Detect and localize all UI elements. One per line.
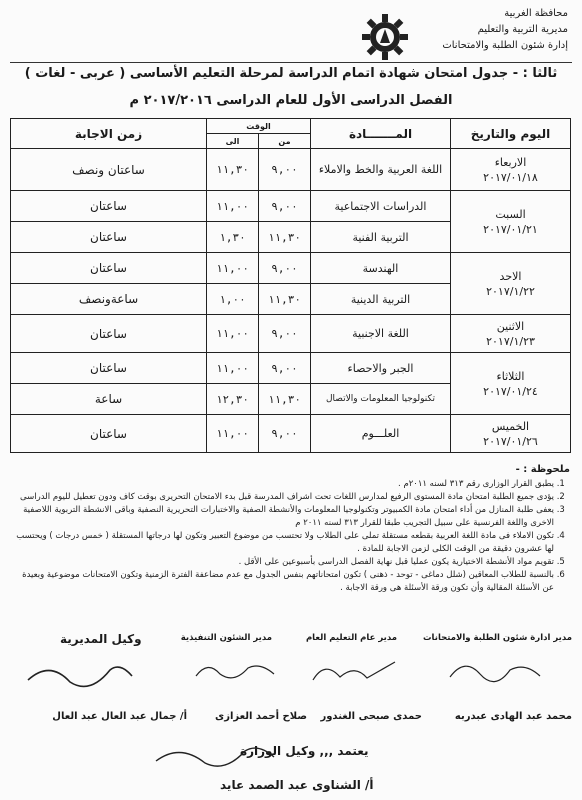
table-row	[11, 315, 571, 353]
day-cell: الاربعاء ٢٠١٧/٠١/١٨	[451, 149, 571, 191]
department: إدارة شئون الطلبة والامتحانات	[442, 40, 568, 51]
signatory-name: صلاح أحمد العزازى	[215, 711, 307, 722]
emblem-gear-icon	[360, 12, 410, 62]
duration-cell: ساعتان	[11, 191, 207, 222]
subject-cell: التربية الفنية	[311, 222, 451, 253]
approval-label: يعتمد ,,, وكيل الوزارة	[240, 744, 369, 758]
duration-cell: ساعتان	[11, 415, 207, 453]
from-cell: ١١,٣٠	[259, 284, 311, 315]
duration-cell: ساعتان	[11, 222, 207, 253]
signature-approval	[150, 735, 280, 775]
subject-cell: تكنولوجيا المعلومات والاتصال	[311, 384, 451, 415]
exam-schedule-table	[10, 118, 571, 453]
subject-cell: التربية الدينية	[311, 284, 451, 315]
from-cell: ٩,٠٠	[259, 191, 311, 222]
to-cell: ١٢,٣٠	[207, 384, 259, 415]
subject-cell: الهندسة	[311, 253, 451, 284]
duration-cell: ساعتان	[11, 315, 207, 353]
subject-cell: العلـــوم	[311, 415, 451, 453]
subject-cell: اللغة الاجنبية	[311, 315, 451, 353]
note-item: 1. يطبق القرار الوزارى رقم ٣١٣ لسنه ٢٠١١م .	[12, 478, 554, 491]
subject-cell: الجبر والاحصاء	[311, 353, 451, 384]
issuer-header	[418, 6, 568, 54]
table-row	[11, 149, 571, 191]
to-cell: ١١,٠٠	[207, 415, 259, 453]
notes-heading: ملحوظة : -	[515, 464, 570, 475]
table-row	[11, 353, 571, 384]
from-cell: ٩,٠٠	[259, 353, 311, 384]
to-cell: ١١,٠٠	[207, 315, 259, 353]
header-duration: زمن الاجابة	[11, 119, 207, 149]
day-cell: الاحد ٢٠١٧/١/٢٢	[451, 253, 571, 315]
to-cell: ١١,٠٠	[207, 253, 259, 284]
from-cell: ١١,٣٠	[259, 222, 311, 253]
subject-cell: الدراسات الاجتماعية	[311, 191, 451, 222]
header-from: من	[259, 134, 311, 149]
notes-list	[12, 478, 570, 595]
duration-cell: ساعتان ونصف	[11, 149, 207, 191]
note-item: 5. تقويم مواد الأنشطة الاختيارية يكون عمليا قبل نهاية الفصل الدراسى بأسبوعين على الأقل .	[12, 556, 554, 569]
header-divider	[10, 62, 572, 63]
duration-cell: ساعة	[11, 384, 207, 415]
to-cell: ١,٠٠	[207, 284, 259, 315]
signatory-name: حمدى صبحى الغندور	[320, 711, 422, 722]
document-title: ثالثا : - جدول امتحان شهادة اتمام الدراسة لمرحلة التعليم الأساسى ( عربى - لغات )	[24, 66, 558, 81]
day-cell: السبت ٢٠١٧/٠١/٢١	[451, 191, 571, 253]
header-time: الوقت	[207, 119, 311, 134]
subject-cell: اللغة العربية والخط والاملاء	[311, 149, 451, 191]
signatory-name: محمد عبد الهادى عبدربه	[454, 711, 572, 722]
signatory-title: مدير ادارة شئون الطلبة والامتحانات	[423, 633, 572, 643]
signatory-title: مدير عام التعليم العام	[305, 633, 397, 643]
signatory-title-deputy: وكيل المديرية	[60, 632, 142, 646]
table-row	[11, 415, 571, 453]
table-row	[11, 191, 571, 222]
day-cell: الثلاثاء ٢٠١٧/٠١/٢٤	[451, 353, 571, 415]
from-cell: ٩,٠٠	[259, 315, 311, 353]
signature-4	[20, 650, 140, 700]
from-cell: ٩,٠٠	[259, 253, 311, 284]
to-cell: ١,٣٠	[207, 222, 259, 253]
notes-section	[12, 463, 570, 595]
signature-3	[190, 654, 280, 690]
from-cell: ٩,٠٠	[259, 149, 311, 191]
duration-cell: ساعتان	[11, 253, 207, 284]
to-cell: ١١,٠٠	[207, 353, 259, 384]
note-item: 2. يؤدى جميع الطلبة امتحان مادة المستوى الرفيع لمدارس اللغات تحت اشراف المدرسة قبل بدء الامتحان التحريرى بوقت كاف ودون تعطيل لليوم الدراسى	[12, 491, 554, 504]
signature-2	[305, 652, 405, 692]
directorate: مديرية التربية والتعليم	[477, 24, 568, 35]
note-item: 4. تكون الاملاء فى مادة اللغة العربية بقطعه مستقلة تملى على الطلاب ولا تحتسب من موضوع التعبير وتكون لها درجاتها المستقلة ( خمس درجات ) ويحتسب لها عشرون دقيقة من الوقت الكلى لزمن الاجابة للمادة .	[12, 530, 554, 556]
day-cell: الاثنين ٢٠١٧/١/٢٣	[451, 315, 571, 353]
governorate: محافظة الغربية	[504, 8, 568, 19]
signature-1	[440, 652, 550, 692]
duration-cell: ساعةونصف	[11, 284, 207, 315]
day-cell: الخميس ٢٠١٧/٠١/٢٦	[451, 415, 571, 453]
to-cell: ١١,٠٠	[207, 191, 259, 222]
from-cell: ٩,٠٠	[259, 415, 311, 453]
approver-name: أ/ الشناوى عبد الصمد عايد	[220, 778, 374, 792]
table-row	[11, 253, 571, 284]
header-day: اليوم والتاريخ	[451, 119, 571, 149]
header-to: الى	[207, 134, 259, 149]
signatory-title: مدير الشئون التنفيذية	[180, 633, 272, 643]
signatory-name: أ/ جمال عبد العال عبد العال	[52, 711, 187, 722]
from-cell: ١١,٣٠	[259, 384, 311, 415]
header-subject: المـــــــادة	[311, 119, 451, 149]
document-subtitle: الفصل الدراسى الأول للعام الدراسى ٢٠١٧/٢٠١٦ م	[129, 93, 453, 108]
table-header-row	[11, 119, 571, 134]
note-item: 6. بالنسبة للطلاب المعاقين (شلل دماغى - توحد - ذهنى ) تكون امتحاناتهم بنفس الجدول مع عدم مضاعفة الفترة الزمنية وتكون الامتحانات موضوعية وبعيدة عن الأسئلة المقالية وأن تكون ورقة الأسئلة هى ورقة الاجابة .	[12, 569, 554, 595]
note-item: 3. يعفى طلبة المنازل من أداء امتحان مادة الكمبيوتر وتكنولوجيا المعلومات والأنشطة الصفية والاختبارات التحريرية النصفية وباقى الانشطة التربوية اللاصفية الاخرى واللغة الفرنسية على سبيل التجريب طبقا للقرار ٣١٣ لسنه ٢٠١١ م	[12, 504, 554, 530]
to-cell: ١١,٣٠	[207, 149, 259, 191]
duration-cell: ساعتان	[11, 353, 207, 384]
